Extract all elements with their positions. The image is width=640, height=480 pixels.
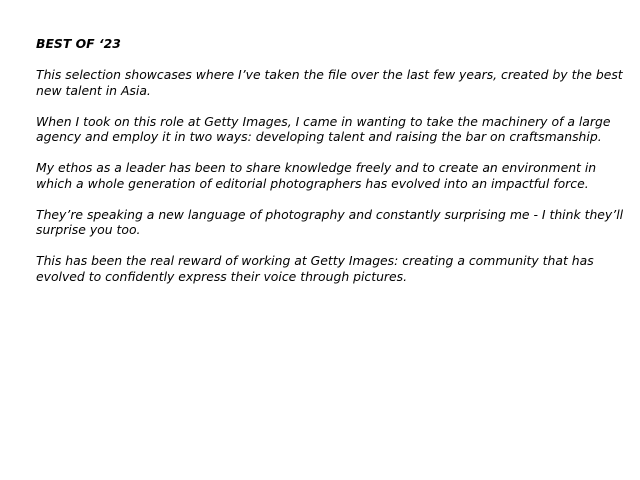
document-body	[36, 36, 626, 300]
paragraph-reward: This has been the real reward of working at Getty Images: creating a community that has evolved to confidently express their voice through pictures.	[36, 253, 594, 284]
paragraph-intro: This selection showcases where I’ve taken the file over the last few years, created by the best new talent in Asia.	[36, 67, 623, 98]
paragraph-language: They’re speaking a new language of photography and constantly surprising me - I think they’ll surprise you too.	[36, 206, 624, 237]
paragraph-ethos: My ethos as a leader has been to share knowledge freely and to create an environment in which a whole generation of editorial photographers has evolved into an impactful force.	[36, 160, 597, 191]
paragraph-role: When I took on this role at Getty Images, I came in wanting to take the machinery of a large agency and employ it in two ways: developing talent and raising the bar on craftsmanship.	[36, 113, 611, 144]
document-title: BEST OF ‘23	[36, 36, 121, 51]
